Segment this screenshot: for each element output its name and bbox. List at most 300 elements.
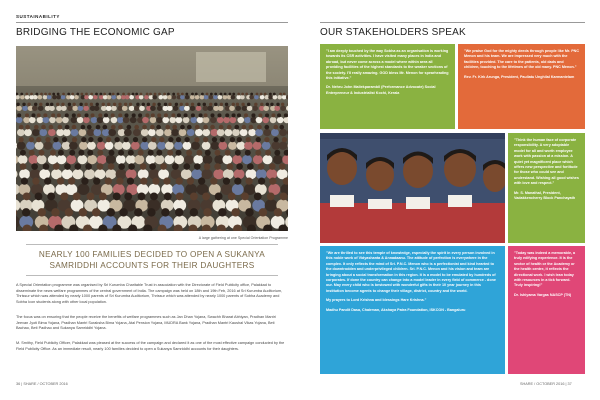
crowd-person-head	[160, 163, 167, 170]
crowd-person-head	[117, 93, 120, 96]
photo-caption: A large gathering at one Special Orientation Programme	[198, 236, 288, 240]
crowd-person-body	[57, 155, 67, 164]
crowd-person-body	[248, 129, 256, 136]
crowd-person-body	[244, 117, 251, 123]
crowd-person-body	[207, 106, 213, 111]
crowd-person-head	[149, 93, 152, 96]
crowd-person-head	[247, 163, 254, 170]
crowd-person-head	[157, 113, 161, 117]
crowd-person-head	[244, 113, 248, 117]
crowd-person-head	[43, 163, 50, 170]
crowd-person-head	[227, 163, 234, 170]
crowd-person-body	[121, 95, 126, 99]
crowd-person-head	[128, 163, 135, 170]
crowd-person-body	[48, 155, 58, 164]
crowd-person-body	[176, 117, 183, 123]
crowd-person-head	[273, 137, 278, 142]
crowd-person-head	[109, 93, 112, 96]
crowd-person-head	[168, 103, 171, 106]
crowd-person-body	[247, 106, 253, 111]
crowd-person-head	[235, 150, 241, 156]
crowd-person-body	[200, 95, 205, 99]
crowd-person-head	[264, 137, 269, 142]
crowd-person-head	[58, 150, 64, 156]
crowd-person-head	[214, 163, 221, 170]
crowd-person-head	[219, 125, 224, 130]
crowd-person-body	[70, 95, 75, 99]
crowd-person-head	[72, 103, 75, 106]
crowd-person-head	[175, 208, 183, 216]
quote-box-2	[458, 44, 585, 129]
crowd-person-head	[184, 163, 191, 170]
crowd-person-head	[34, 125, 39, 130]
crowd-person-head	[225, 113, 229, 117]
crowd-person-head	[22, 103, 25, 106]
crowd-person-head	[133, 137, 138, 142]
crowd-person-head	[18, 137, 23, 142]
crowd-person-head	[35, 93, 38, 96]
pull-quote-rule-bottom	[26, 275, 278, 276]
crowd-person-body	[141, 129, 149, 136]
crowd-person-body	[244, 142, 253, 150]
quote-text: "We praise God for the mighty deeds through people like Mr. PNC Menon and his team. We are impressed very much with the facilities provided. The care to the patients, old dads and children, touching to the lifetimes of the old many. PNC Menon."	[464, 49, 579, 70]
crowd-person-head	[236, 163, 243, 170]
crowd-person-head	[172, 125, 177, 130]
crowd-person-head	[58, 125, 63, 130]
crowd-person-body	[72, 106, 78, 111]
crowd-person-head	[109, 150, 115, 156]
crowd-person-head	[214, 93, 217, 96]
crowd-person-head	[76, 93, 79, 96]
top-rule-right	[320, 22, 585, 23]
crowd-person-head	[87, 192, 95, 200]
crowd-person-head	[156, 150, 162, 156]
crowd-person-body	[273, 95, 278, 99]
crowd-person-body	[38, 95, 43, 99]
crowd-person-body	[255, 129, 263, 136]
children-photo	[320, 133, 505, 243]
quote-text: "I am deeply touched by the way Sobha as an organisation is working towards its CSR activities. I have visited many places in India and abroad, but never come across a model where within area all providing facilities of the highest standards to the weaker sections of the society. I'll really amazing. GOD bless Mr. Menon for spearheading this initiative."	[326, 49, 449, 81]
quote-text: "Think the human face of corporate responsibility. A very adoptable model for all and worth employee work with passion at a mission. A quiet yet magnificent place which offers new perspective and fortitude for those who could see and understand. Wishing all good wishes with love and respect."	[514, 138, 579, 186]
crowd-person-head	[255, 150, 261, 156]
pull-quote-rule-top	[26, 244, 278, 245]
crowd-person-body	[111, 95, 116, 99]
crowd-person-head	[116, 178, 123, 185]
crowd-person-head	[210, 178, 217, 185]
crowd-person-head	[85, 163, 92, 170]
crowd-person-head	[154, 93, 157, 96]
crowd-person-head	[48, 93, 51, 96]
crowd-person-head	[17, 113, 21, 117]
crowd-person-head	[27, 103, 30, 106]
crowd-person-head	[264, 93, 267, 96]
crowd-person-head	[245, 208, 253, 216]
crowd-person-head	[134, 125, 139, 130]
crowd-person-body	[202, 142, 211, 150]
crowd-person-body	[253, 142, 262, 150]
crowd-person-head	[145, 113, 149, 117]
crowd-person-body	[157, 106, 163, 111]
crowd-person-head	[176, 192, 184, 200]
crowd-person-head	[254, 192, 262, 200]
crowd-person-body	[78, 106, 84, 111]
crowd-person-head	[245, 93, 248, 96]
crowd-person-head	[149, 163, 156, 170]
crowd-person-body	[84, 95, 89, 99]
crowd-person-head	[62, 137, 67, 142]
crowd-person-head	[241, 192, 249, 200]
crowd-person-head	[90, 113, 94, 117]
crowd-person-body	[149, 169, 160, 179]
crowd-person-head	[205, 150, 211, 156]
quote-box-1	[320, 44, 455, 129]
crowd-person-head	[140, 163, 147, 170]
crowd-person-head	[51, 113, 55, 117]
crowd-person-head	[36, 137, 41, 142]
crowd-person-body	[169, 117, 176, 123]
crowd-person-head	[25, 125, 30, 130]
crowd-person-body	[79, 129, 87, 136]
crowd-person-body	[129, 106, 135, 111]
crowd-person-body	[277, 117, 284, 123]
crowd-person-body	[77, 155, 87, 164]
crowd-person-body	[173, 106, 179, 111]
crowd-person-head	[84, 103, 87, 106]
crowd-person-body	[253, 155, 263, 164]
crowd-person-head	[203, 125, 208, 130]
crowd-person-head	[112, 93, 115, 96]
crowd-person-body	[35, 142, 44, 150]
crowd-person-head	[191, 93, 194, 96]
crowd-person-head	[256, 93, 259, 96]
crowd-person-head	[270, 103, 273, 106]
crowd-person-head	[215, 192, 223, 200]
crowd-person-head	[176, 150, 182, 156]
crowd-person-head	[210, 125, 215, 130]
crowd-person-body	[38, 106, 44, 111]
crowd-person-head	[267, 192, 275, 200]
crowd-person-head	[258, 113, 262, 117]
crowd-person-head	[134, 208, 142, 216]
crowd-person-head	[215, 150, 221, 156]
right-footer: SHARE / OCTOBER 2016 | 37	[520, 382, 572, 386]
crowd-person-head	[102, 125, 107, 130]
crowd-person-body	[167, 95, 172, 99]
crowd-person-body	[56, 117, 63, 123]
crowd-person-head	[273, 125, 278, 130]
crowd-person-body	[165, 142, 174, 150]
crowd-person-head	[232, 103, 235, 106]
quote-signature: Rev. Fr. Kirk Arunga, President, Pauliatu Unghilal Karmantelam	[464, 74, 575, 79]
crowd-person-body	[17, 129, 25, 136]
crowd-person-head	[176, 178, 183, 185]
crowd-person-body	[124, 129, 132, 136]
crowd-person-body	[117, 95, 122, 99]
crowd-person-body	[26, 142, 35, 150]
quote-text: "We are thrilled to see this temple of knowledge, especially the spirit in every person involved in this noble work of Vidyashanta & Annadaanu. The attitude of perfection is everywhere in the complex. It only reflects the mind of Sri. P.N.C. Menon who is a perfectionist and kind hearted to the downtrodden and underprivileged children. Sri. P.N.C. Menon and his vision and team are bringing about a social transformation in this region. It is a model to be emulated by hundreds of corporates. If done the country can change into a model leader in every field of commerce - done our. May every child who is bestowed with wonderful gifts in their 10 year journey in this institution become agents to change their village, district, country and the world.	[326, 251, 496, 293]
crowd-person-body	[105, 142, 114, 150]
crowd-person-body	[146, 155, 156, 164]
crowd-person-head	[246, 178, 253, 185]
crowd-person-head	[57, 113, 61, 117]
crowd-person-head	[92, 208, 100, 216]
crowd-person-body	[144, 95, 149, 99]
crowd-person-body	[71, 117, 78, 123]
crowd-person-head	[138, 113, 142, 117]
crowd-person-body	[252, 106, 258, 111]
crowd-person-head	[44, 178, 51, 185]
crowd-person-head	[90, 103, 93, 106]
quote-box-4	[320, 246, 505, 374]
quote-extra: My prayers to Lord Krishna and blessings Hare Krishna."	[326, 298, 427, 303]
crowd-person-head	[87, 150, 93, 156]
crowd-person-head	[254, 103, 257, 106]
crowd-person-body	[156, 117, 163, 123]
crowd-person-head	[87, 125, 92, 130]
crowd-person-body	[202, 129, 210, 136]
crowd-person-body	[240, 129, 248, 136]
quote-signature: Dr. Nehru John Maliekparambil (Performance Advocate) Social Entrepreneur & Industrialist Kochi, Kerala	[326, 85, 436, 95]
section-tag: SUSTAINABILITY	[16, 14, 60, 19]
crowd-person-body	[246, 169, 257, 179]
crowd-person-body	[191, 142, 200, 150]
crowd-person-head	[197, 103, 200, 106]
crowd-person-head	[210, 113, 214, 117]
crowd-person-body	[280, 106, 286, 111]
crowd-person-head	[246, 137, 251, 142]
crowd-person-body	[190, 117, 197, 123]
crowd-person-body	[32, 106, 38, 111]
crowd-person-head	[245, 150, 251, 156]
crowd-person-body	[78, 184, 90, 195]
crowd-person-head	[30, 93, 33, 96]
crowd-person-head	[187, 125, 192, 130]
crowd-person-head	[127, 93, 130, 96]
crowd-person-head	[49, 125, 54, 130]
crowd-person-body	[134, 106, 140, 111]
crowd-person-head	[118, 125, 123, 130]
crowd-person-body	[165, 155, 175, 164]
crowd-person-head	[202, 192, 210, 200]
crowd-person-head	[46, 103, 49, 106]
crowd-person-body	[190, 95, 195, 99]
crowd-person-head	[256, 137, 261, 142]
crowd-person-head	[220, 93, 223, 96]
crowd-person-head	[142, 125, 147, 130]
crowd-person-head	[41, 125, 46, 130]
crowd-person-head	[142, 137, 147, 142]
crowd-person-body	[49, 106, 55, 111]
crowd-person-head	[34, 103, 37, 106]
crowd-person-body	[97, 142, 106, 150]
crowd-person-head	[150, 125, 155, 130]
crowd-person-body	[87, 129, 95, 136]
crowd-person-head	[269, 93, 272, 96]
crowd-person-head	[151, 137, 156, 142]
crowd-person-head	[190, 192, 198, 200]
crowd-person-body	[152, 95, 157, 99]
crowd-person-head	[231, 208, 239, 216]
crowd-person-body	[256, 117, 263, 123]
crowd-person-head	[81, 125, 86, 130]
crowd-person-body	[61, 106, 67, 111]
crowd-person-head	[37, 113, 41, 117]
crowd-person-body	[150, 117, 157, 123]
crowd-person-head	[61, 103, 64, 106]
crowd-person-head	[53, 163, 60, 170]
crowd-person-body	[193, 155, 203, 164]
crowd-person-head	[250, 93, 253, 96]
crowd-person-head	[225, 103, 228, 106]
crowd-person-head	[38, 208, 46, 216]
crowd-person-body	[240, 95, 245, 99]
crowd-person-head	[65, 125, 70, 130]
crowd-person-body	[37, 155, 47, 164]
crowd-person-head	[181, 93, 184, 96]
crowd-person-head	[56, 103, 59, 106]
crowd-person-head	[241, 93, 244, 96]
crowd-person-body	[93, 95, 98, 99]
crowd-person-head	[119, 208, 127, 216]
crowd-person-head	[69, 150, 75, 156]
crowd-person-head	[232, 93, 235, 96]
crowd-person-head	[16, 103, 19, 106]
crowd-person-body	[232, 155, 242, 164]
crowd-person-head	[132, 113, 136, 117]
crowd-person-head	[164, 192, 172, 200]
crowd-person-body	[48, 129, 56, 136]
crowd-person-head	[88, 137, 93, 142]
crowd-person-head	[164, 113, 168, 117]
crowd-person-head	[225, 150, 231, 156]
crowd-person-head	[180, 125, 185, 130]
crowd-person-head	[187, 178, 194, 185]
crowd-person-head	[158, 93, 161, 96]
crowd-person-body	[229, 106, 235, 111]
crowd-person-head	[260, 93, 263, 96]
children-illustration	[320, 133, 505, 243]
crowd-person-body	[117, 117, 124, 123]
crowd-person-head	[31, 163, 38, 170]
crowd-person-body	[237, 142, 246, 150]
crowd-person-head	[279, 125, 284, 130]
crowd-person-head	[236, 103, 239, 106]
crowd-person-head	[177, 113, 181, 117]
crowd-person-head	[234, 178, 241, 185]
crowd-person-body	[217, 117, 224, 123]
crowd-person-head	[90, 93, 93, 96]
crowd-person-head	[96, 125, 101, 130]
crowd-person-head	[72, 125, 77, 130]
crowd-person-body	[97, 155, 107, 164]
crowd-person-body	[24, 129, 32, 136]
crowd-person-body	[158, 95, 163, 99]
body-paragraph-1: A Special Orientation programme was organised by Sri Kurumba Charitable Trust in association with the Directorate of Field Publicity office, Palakkad to disseminate the news welfare programmes of the central government of India. The campaign was held on 18th and 19th Feb, 2016 at Sri Kurumba Auditorium, Thrissur which was attended by nearly 1000 parents of Sri Kurumba Auditorium, Thrissur which was attended by nearly 1000 parents of Sobha Academy and Sobha Icon students along with other local population.	[16, 283, 283, 304]
crowd-person-head	[85, 93, 88, 96]
crowd-person-body	[273, 155, 283, 164]
crowd-person-head	[31, 113, 35, 117]
crowd-person-head	[168, 137, 173, 142]
crowd-person-body	[213, 95, 218, 99]
crowd-person-body	[130, 117, 137, 123]
crowd-person-body	[126, 155, 136, 164]
crowd-person-head	[260, 103, 263, 106]
crowd-person-head	[241, 103, 244, 106]
crowd-person-head	[44, 93, 47, 96]
crowd-person-head	[78, 150, 84, 156]
crowd-person-head	[185, 93, 188, 96]
crowd-person-body	[263, 106, 269, 111]
crowd-person-body	[172, 95, 177, 99]
crowd-person-body	[157, 142, 166, 150]
crowd-person-head	[220, 103, 223, 106]
crowd-person-body	[263, 155, 273, 164]
crowd-person-head	[147, 103, 150, 106]
crowd-person-head	[271, 113, 275, 117]
crowd-person-head	[164, 103, 167, 106]
crowd-person-head	[232, 113, 236, 117]
crowd-person-body	[167, 106, 173, 111]
crowd-person-body	[164, 129, 172, 136]
crowd-person-body	[91, 117, 98, 123]
crowd-person-body	[140, 142, 149, 150]
crowd-person-body	[52, 95, 57, 99]
crowd-person-head	[65, 208, 73, 216]
crowd-person-head	[194, 137, 199, 142]
crowd-person-head	[118, 150, 124, 156]
crowd-person-body	[49, 117, 56, 123]
crowd-person-body	[277, 95, 282, 99]
crowd-person-body	[87, 155, 97, 164]
crowd-person-body	[171, 129, 179, 136]
crowd-person-body	[111, 106, 117, 111]
left-footer: 36 | SHARE / OCTOBER 2016	[16, 382, 68, 386]
crowd-person-body	[122, 142, 131, 150]
crowd-person-body	[223, 95, 228, 99]
crowd-person-head	[227, 125, 232, 130]
crowd-person-head	[194, 163, 201, 170]
crowd-person-head	[98, 113, 102, 117]
crowd-person-head	[97, 163, 104, 170]
crowd-person-head	[107, 208, 115, 216]
crowd-person-body	[174, 155, 184, 164]
crowd-person-head	[72, 113, 76, 117]
crowd-person-body	[17, 142, 26, 150]
crowd-person-head	[111, 113, 115, 117]
crowd-person-head	[105, 178, 112, 185]
crowd-person-body	[103, 95, 108, 99]
crowd-person-body	[77, 117, 84, 123]
crowd-person-head	[161, 208, 169, 216]
crowd-person-head	[163, 178, 170, 185]
crowd-person-head	[159, 137, 164, 142]
crowd-person-head	[176, 137, 181, 142]
crowd-person-body	[37, 117, 44, 123]
crowd-person-head	[269, 163, 276, 170]
crowd-person-head	[156, 125, 161, 130]
crowd-person-body	[93, 129, 101, 136]
crowd-person-body	[74, 95, 79, 99]
body-paragraph-3: M. Smithy, Field Publicity Officer, Palakkad was pleased at the success of the campaign and declared it as one of the most effective campaign conducted by the Field Publicity Office. As an immediate result, nearly 100 families decided to open a Sukanya Samriddhi accounts for their daughters.	[16, 341, 285, 351]
crowd-person-body	[235, 106, 241, 111]
crowd-person-body	[133, 129, 141, 136]
crowd-person-body	[150, 106, 156, 111]
quote-box-3	[508, 133, 585, 243]
crowd-person-head	[148, 150, 154, 156]
crowd-person-body	[187, 129, 195, 136]
crowd-person-head	[265, 113, 269, 117]
crowd-person-body	[218, 95, 223, 99]
